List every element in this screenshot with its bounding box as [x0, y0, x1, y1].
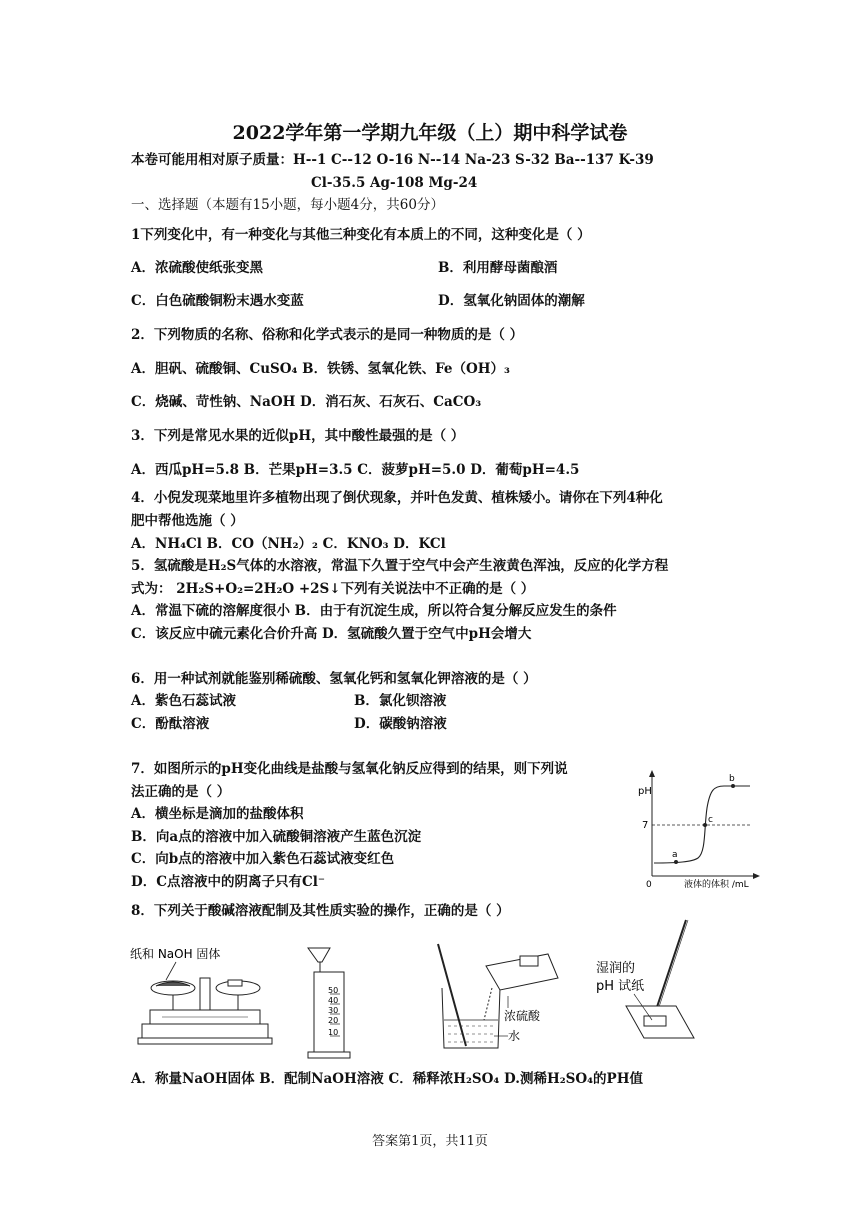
question-6-option-c: C．酚酞溶液 — [131, 716, 210, 732]
question-4-stem-line-1: 4．小倪发现菜地里许多植物出现了倒伏现象，并叶色发黄、植株矮小。请你在下列4种化 — [131, 490, 663, 506]
question-7-stem-line-1: 7．如图所示的pH变化曲线是盐酸与氢氧化钠反应得到的结果，则下列说 — [131, 761, 568, 777]
question-2-options-ab: A．胆矾、硫酸铜、CuSO₄ B．铁锈、氢氧化铁、Fe（OH）₃ — [131, 361, 510, 377]
balance-caption: 纸和 NaOH 固体 — [130, 947, 221, 961]
point-c — [703, 823, 707, 827]
wet-label: 湿润的 — [596, 961, 636, 976]
point-a — [674, 860, 678, 864]
question-3-stem: 3．下列是常见水果的近似pH，其中酸性最强的是（ ） — [131, 428, 465, 444]
question-1-stem: 1下列变化中，有一种变化与其他三种变化有本质上的不同，这种变化是（ ） — [131, 227, 591, 243]
question-7-option-a: A．横坐标是滴加的盐酸体积 — [131, 806, 304, 822]
question-5-stem-line-2: 式为： 2H₂S+O₂=2H₂O +2S↓下列有关说法中不正确的是（ ） — [131, 581, 535, 597]
graph-origin-label: 0 — [646, 880, 652, 890]
balance-scale-figure — [128, 940, 278, 1052]
measuring-cylinder-figure — [300, 944, 360, 1060]
ph-paper-label: pH 试纸 — [596, 979, 645, 994]
question-6-stem: 6．用一种试剂就能鉴别稀硫酸、氢氧化钙和氢氧化钾溶液的是（ ） — [131, 671, 537, 687]
question-1-option-c: C．白色硫酸铜粉末遇水变蓝 — [131, 293, 304, 309]
question-6-option-d: D．碳酸钠溶液 — [354, 716, 447, 732]
atomic-mass-line-2: Cl-35.5 Ag-108 Mg-24 — [311, 175, 478, 191]
cylinder-tick-40: 40 — [328, 996, 339, 1005]
question-1-option-a: A．浓硫酸使纸张变黑 — [131, 260, 263, 276]
section-heading: 一、选择题（本题有15小题，每小题4分，共60分） — [131, 197, 444, 213]
page-title: 2022学年第一学期九年级（上）期中科学试卷 — [232, 122, 628, 144]
question-7-option-b: B．向a点的溶液中加入硫酸铜溶液产生蓝色沉淀 — [131, 829, 422, 845]
cylinder-tick-20: 20 — [328, 1016, 339, 1025]
question-3-options: A．西瓜pH=5.8 B．芒果pH=3.5 C．菠萝pH=5.0 D．葡萄pH=4.5 — [131, 462, 580, 478]
question-7-stem-line-2: 法正确的是（ ） — [131, 784, 231, 800]
graph-point-c-label: c — [708, 815, 713, 825]
question-7-option-c: C．向b点的溶液中加入紫色石蕊试液变红色 — [131, 851, 395, 867]
question-2-stem: 2．下列物质的名称、俗称和化学式表示的是同一种物质的是（ ） — [131, 327, 524, 343]
graph-x-label: 液体的体积 /mL — [684, 880, 749, 890]
question-8-options: A．称量NaOH固体 B．配制NaOH溶液 C．稀释浓H₂SO₄ D.测稀H₂SO₄的PH值 — [131, 1071, 643, 1087]
concentrated-acid-label: 浓硫酸 — [504, 1009, 541, 1023]
point-b — [731, 784, 735, 788]
page-footer: 答案第1页，共11页 — [372, 1134, 488, 1149]
graph-point-a-label: a — [672, 850, 678, 860]
ph-paper-figure — [590, 916, 720, 1056]
question-8-stem: 8．下列关于酸碱溶液配制及其性质实验的操作，正确的是（ ） — [131, 903, 510, 919]
question-5-options-cd: C．该反应中硫元素化合价升高 D．氢硫酸久置于空气中pH会增大 — [131, 626, 532, 642]
graph-y-label: pH — [638, 786, 652, 797]
question-7-option-d: D．C点溶液中的阴离子只有Cl⁻ — [131, 874, 325, 890]
atomic-mass-line-1: 本卷可能用相对原子质量：H--1 C--12 O-16 N--14 Na-23 S-32 Ba--137 K-39 — [131, 152, 654, 168]
question-4-options: A．NH₄Cl B．CO（NH₂）₂ C．KNO₃ D．KCl — [131, 536, 446, 552]
question-1-option-b: B．利用酵母菌酿酒 — [438, 260, 558, 276]
water-label: 水 — [508, 1029, 521, 1043]
cylinder-tick-50: 50 — [328, 986, 339, 995]
question-1-option-d: D．氢氧化钠固体的潮解 — [438, 293, 585, 309]
question-6-option-a: A．紫色石蕊试液 — [131, 693, 236, 709]
graph-point-b-label: b — [729, 774, 735, 784]
question-2-options-cd: C．烧碱、苛性钠、NaOH D．消石灰、石灰石、CaCO₃ — [131, 394, 482, 410]
graph-seven-label: 7 — [642, 820, 649, 831]
cylinder-tick-30: 30 — [328, 1006, 339, 1015]
question-5-stem-line-1: 5．氢硫酸是H₂S气体的水溶液，常温下久置于空气中会产生液黄色浑浊，反应的化学方程 — [131, 558, 669, 574]
question-4-stem-line-2: 肥中帮他选施（ ） — [131, 513, 244, 529]
dilution-figure — [428, 940, 578, 1056]
question-6-option-b: B．氯化钡溶液 — [354, 693, 447, 709]
question-5-options-ab: A．常温下硫的溶解度很小 B．由于有沉淀生成，所以符合复分解反应发生的条件 — [131, 603, 617, 619]
cylinder-tick-10: 10 — [328, 1028, 339, 1037]
ph-curve-figure — [632, 768, 762, 890]
